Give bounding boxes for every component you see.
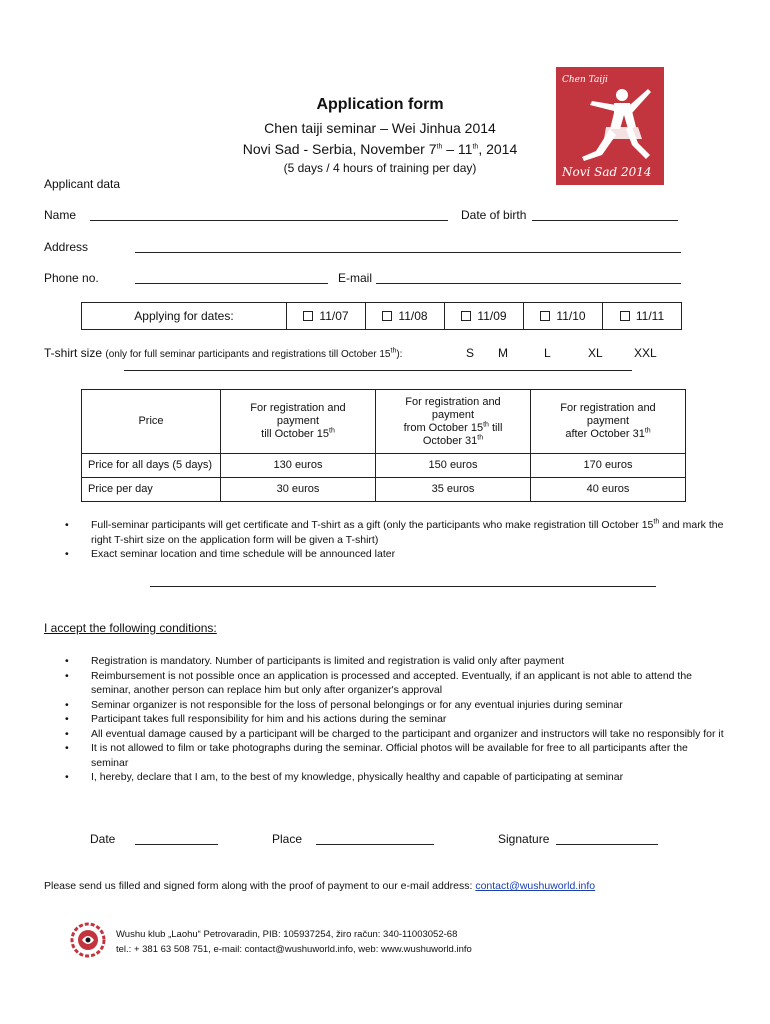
address-label: Address <box>44 240 89 254</box>
dates-label: Applying for dates: <box>82 303 287 330</box>
footer-line-2: tel.: + 381 63 508 751, e-mail: contact@wushuworld.info, web: www.wushuworld.info <box>116 944 472 955</box>
applicant-section-label: Applicant data <box>44 177 121 191</box>
list-item: • It is not allowed to film or take photographs during the seminar. Official photos will be available for free to all participants after the seminar <box>65 741 725 770</box>
seminar-subtitle: Chen taiji seminar – Wei Jinhua 2014 <box>264 120 496 136</box>
date-option[interactable]: 11/11 <box>603 303 682 330</box>
page-title: Application form <box>316 96 444 113</box>
size-option-m[interactable]: M <box>498 346 508 360</box>
footer-line-1: Wushu klub „Laohu“ Petrovaradin, PIB: 105937254, žiro račun: 340-11003052-68 <box>116 929 458 940</box>
date-option[interactable]: 11/07 <box>287 303 366 330</box>
phone-field[interactable] <box>135 283 328 284</box>
checkbox-icon[interactable] <box>540 311 550 321</box>
contact-email-link[interactable]: contact@wushuworld.info <box>475 880 596 892</box>
dob-label: Date of birth <box>461 208 527 222</box>
date-field[interactable] <box>135 844 218 845</box>
price-header-col2: For registration and payment from October 15th till October 31th <box>376 390 531 454</box>
dob-field[interactable] <box>532 220 678 221</box>
name-field[interactable] <box>90 220 448 221</box>
checkbox-icon[interactable] <box>382 311 392 321</box>
list-item: • Registration is mandatory. Number of participants is limited and registration is valid only after payment <box>65 654 725 669</box>
name-label: Name <box>44 208 77 222</box>
list-item: • I, hereby, declare that I am, to the best of my knowledge, physically healthy and capable of participating at seminar <box>65 770 725 785</box>
checkbox-icon[interactable] <box>303 311 313 321</box>
date-option[interactable]: 11/09 <box>445 303 524 330</box>
checkbox-icon[interactable] <box>620 311 630 321</box>
notes-list <box>65 518 725 562</box>
conditions-heading: I accept the following conditions: <box>44 621 217 635</box>
signature-field[interactable] <box>556 844 658 845</box>
place-label: Place <box>272 832 303 846</box>
date-option[interactable]: 11/08 <box>366 303 445 330</box>
date-label: Date <box>90 832 116 846</box>
logo-bottom-text: Novi Sad 2014 <box>562 165 652 179</box>
seminar-location: Novi Sad - Serbia, November 7th – 11th, 2014 <box>242 141 518 157</box>
table-row: Price per day 30 euros 35 euros 40 euros <box>82 478 686 502</box>
logo-top-text: Chen Taiji <box>562 75 608 85</box>
tshirt-row <box>44 346 402 360</box>
price-header-col3: For registration and payment after October 31th <box>531 390 686 454</box>
checkbox-icon[interactable] <box>461 311 471 321</box>
list-item: • Seminar organizer is not responsible for the loss of personal belongings or for any eventual injuries during seminar <box>65 698 725 713</box>
tshirt-label: T-shirt size <box>44 346 103 360</box>
seminar-logo <box>556 67 664 185</box>
email-label: E-mail <box>338 271 373 285</box>
list-item: • Exact seminar location and time schedule will be announced later <box>65 547 725 562</box>
date-option[interactable]: 11/10 <box>524 303 603 330</box>
table-row: Price for all days (5 days) 130 euros 150 euros 170 euros <box>82 454 686 478</box>
size-option-l[interactable]: L <box>544 346 551 360</box>
tshirt-note: (only for full seminar participants and registrations till October 15th): <box>105 347 403 360</box>
list-item: • Reimbursement is not possible once an application is processed and accepted. Eventually, if an applicant is not able to attend the seminar, another person can replace him but only after organizer's approval <box>65 669 725 698</box>
email-field[interactable] <box>376 283 681 284</box>
price-header-col1: For registration and payment till October 15th <box>221 390 376 454</box>
send-note: Please send us filled and signed form along with the proof of payment to our e-mail address: contact@wushuworld.info <box>44 880 596 892</box>
divider <box>124 370 632 371</box>
price-table <box>81 389 686 502</box>
phone-label: Phone no. <box>44 271 99 285</box>
conditions-list <box>65 654 725 785</box>
taiji-figure-icon <box>570 83 654 163</box>
list-item: • All eventual damage caused by a participant will be charged to the participant and organizer and instructors will take no responsibly for it <box>65 727 725 742</box>
price-header-label: Price <box>82 390 221 454</box>
size-option-s[interactable]: S <box>466 346 475 360</box>
days-note: (5 days / 4 hours of training per day) <box>283 161 477 175</box>
list-item: • Participant takes full responsibility for him and his actions during the seminar <box>65 712 725 727</box>
address-field[interactable] <box>135 252 681 253</box>
signature-label: Signature <box>498 832 550 846</box>
divider <box>150 586 656 587</box>
dates-table <box>81 302 682 330</box>
club-logo-icon <box>68 920 108 960</box>
list-item: • Full-seminar participants will get certificate and T-shirt as a gift (only the participants who make registration till October 15th and mark the right T-shirt size on the application form will be given a T-shirt) <box>65 518 725 547</box>
place-field[interactable] <box>316 844 434 845</box>
size-option-xxl[interactable]: XXL <box>634 346 657 360</box>
size-option-xl[interactable]: XL <box>588 346 603 360</box>
